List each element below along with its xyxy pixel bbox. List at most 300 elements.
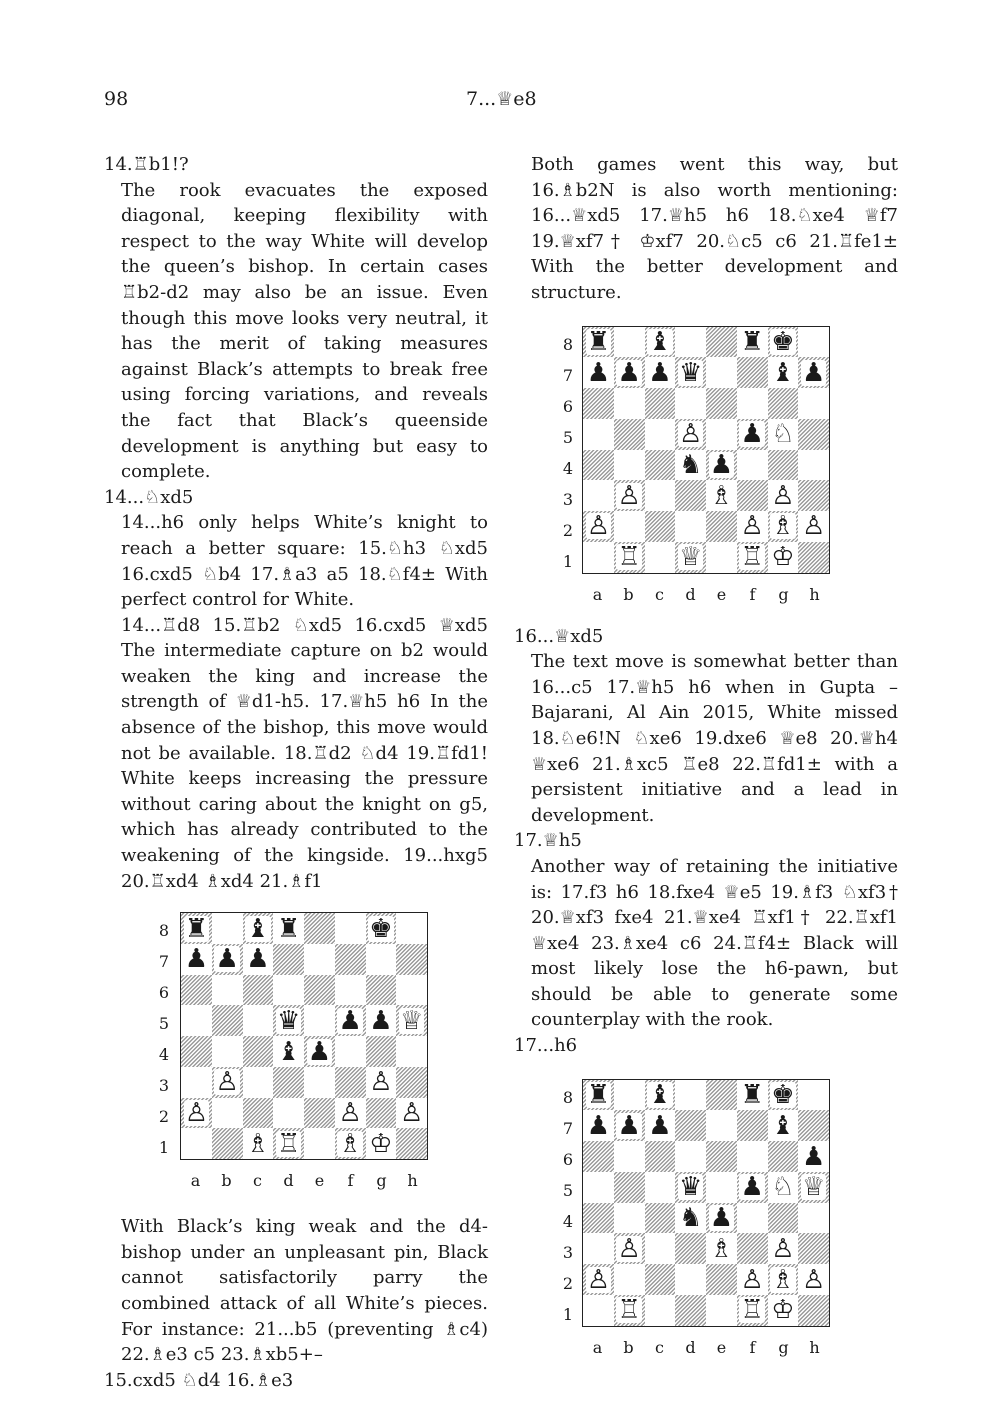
right-column xyxy=(514,152,898,1369)
black-knight-icon: ♞ xyxy=(678,1203,703,1234)
commentary-paragraph: Another way of retaining the initiative is: 17.f3 h6 18.fxe4 ♕e5 19.♗f3 ♘xf3† 20.♕xf3 fxe4 21.♕xe4 ♖xf1† 22.♖xf1 ♕xe4 23.♗xe4 c6 24.♖f4± Black will most likely lose the h6-pawn, but should be able to generate some counterplay with the rook. xyxy=(531,855,898,1031)
black-bishop-icon: ♝ xyxy=(648,1080,672,1111)
board-square xyxy=(304,1005,335,1036)
board-square xyxy=(798,1264,829,1295)
board-square xyxy=(304,1036,335,1067)
board-square xyxy=(645,1233,676,1264)
board-square xyxy=(304,975,335,1006)
rank-label: 1 xyxy=(562,551,574,571)
board-square xyxy=(583,1203,614,1234)
white-king-icon: ♔ xyxy=(771,1295,795,1326)
white-knight-icon: ♘ xyxy=(771,1172,795,1203)
white-rook-icon: ♖ xyxy=(617,542,641,573)
board-square xyxy=(737,1110,768,1141)
black-pawn-icon: ♟ xyxy=(709,1203,734,1234)
board-square xyxy=(583,357,614,388)
board-square xyxy=(645,388,676,419)
black-bishop-icon: ♝ xyxy=(648,326,672,357)
board-square xyxy=(614,419,645,450)
black-knight-icon: ♞ xyxy=(678,449,703,480)
white-pawn-icon: ♙ xyxy=(215,1067,239,1098)
file-label: c xyxy=(253,1171,262,1191)
board-square xyxy=(396,1128,427,1159)
board-square xyxy=(737,1295,768,1326)
board-square xyxy=(706,1264,737,1295)
board-square xyxy=(181,975,212,1006)
board-square xyxy=(583,1295,614,1326)
board-square xyxy=(181,1128,212,1159)
board-square xyxy=(798,388,829,419)
board-square xyxy=(614,1203,645,1234)
board-square xyxy=(366,1036,397,1067)
black-pawn-icon: ♟ xyxy=(338,1005,362,1036)
board-square xyxy=(645,480,676,511)
board-square xyxy=(645,419,676,450)
file-label: e xyxy=(716,584,727,604)
board-square xyxy=(706,1172,737,1203)
board-square xyxy=(583,1080,614,1111)
board-square xyxy=(798,327,829,358)
board-square xyxy=(614,1110,645,1141)
black-queen-icon: ♛ xyxy=(678,357,703,388)
file-label: h xyxy=(407,1171,418,1191)
board-square xyxy=(706,1141,737,1172)
board-square xyxy=(614,542,645,573)
white-pawn-icon: ♙ xyxy=(399,1098,424,1129)
board-square xyxy=(706,1233,737,1264)
board-square xyxy=(273,1036,304,1067)
board-square xyxy=(366,1067,397,1098)
board-square xyxy=(212,913,243,944)
board-square xyxy=(706,419,737,450)
board-square xyxy=(335,913,366,944)
board-square xyxy=(798,1080,829,1111)
rank-label: 6 xyxy=(562,1149,574,1169)
board-square xyxy=(583,1233,614,1264)
black-pawn-icon: ♟ xyxy=(801,357,826,388)
board-square xyxy=(645,1172,676,1203)
white-bishop-icon: ♗ xyxy=(709,480,734,511)
board-square xyxy=(737,1264,768,1295)
white-pawn-icon: ♙ xyxy=(678,419,703,450)
rank-label: 4 xyxy=(562,458,574,478)
board-square xyxy=(798,1203,829,1234)
board-square xyxy=(675,1203,706,1234)
board-square xyxy=(243,1128,274,1159)
board-square xyxy=(675,1264,706,1295)
board-square xyxy=(706,450,737,481)
board-square xyxy=(737,1141,768,1172)
white-bishop-icon: ♗ xyxy=(709,1233,734,1264)
white-pawn-icon: ♙ xyxy=(184,1098,209,1129)
board-square xyxy=(212,1005,243,1036)
rank-label: 6 xyxy=(158,983,170,1003)
file-labels xyxy=(582,1335,830,1357)
board-square xyxy=(737,419,768,450)
board-square xyxy=(243,944,274,975)
file-label: e xyxy=(314,1171,325,1191)
file-label: a xyxy=(592,1337,603,1357)
board-square xyxy=(366,1098,397,1129)
board-square xyxy=(737,480,768,511)
white-queen-icon: ♕ xyxy=(399,1005,424,1036)
board-square xyxy=(706,1203,737,1234)
file-label: h xyxy=(809,584,820,604)
board-square xyxy=(614,1080,645,1111)
file-label: d xyxy=(685,584,696,604)
board-square xyxy=(768,1172,799,1203)
board-square xyxy=(614,388,645,419)
white-queen-icon: ♕ xyxy=(678,542,703,573)
board-square xyxy=(396,944,427,975)
board-square xyxy=(181,1036,212,1067)
board-square xyxy=(675,450,706,481)
board-square xyxy=(798,1141,829,1172)
board-square xyxy=(768,1080,799,1111)
board-square xyxy=(212,1067,243,1098)
board-square xyxy=(645,1141,676,1172)
board-square xyxy=(583,419,614,450)
file-label: c xyxy=(655,1337,664,1357)
board-square xyxy=(768,1264,799,1295)
board-square xyxy=(181,1098,212,1129)
board-square xyxy=(675,357,706,388)
rank-label: 2 xyxy=(562,520,574,540)
board-square xyxy=(212,1128,243,1159)
board-square xyxy=(737,388,768,419)
white-bishop-icon: ♗ xyxy=(771,1264,795,1295)
board-square xyxy=(675,419,706,450)
white-bishop-icon: ♗ xyxy=(771,511,795,542)
board-square xyxy=(181,1067,212,1098)
white-rook-icon: ♖ xyxy=(617,1295,641,1326)
board-square xyxy=(706,357,737,388)
board-square xyxy=(675,1233,706,1264)
board-square xyxy=(798,1172,829,1203)
board-square xyxy=(335,975,366,1006)
commentary-paragraph: 14...h6 only helps White’s knight to reach a better square: 15.♘h3 ♘xd5 16.cxd5 ♘b4 17.♗a3 a5 18.♘f4± With perfect control for White. xyxy=(121,512,488,611)
board-square xyxy=(706,511,737,542)
board-square xyxy=(675,1080,706,1111)
board-square xyxy=(675,388,706,419)
board-square xyxy=(335,1128,366,1159)
board-square xyxy=(798,1295,829,1326)
board-square xyxy=(243,1005,274,1036)
board-square xyxy=(675,1110,706,1141)
board-square xyxy=(396,1036,427,1067)
board-square xyxy=(304,1128,335,1159)
board-square xyxy=(583,1172,614,1203)
board-square xyxy=(706,388,737,419)
board-square xyxy=(614,450,645,481)
board-square xyxy=(614,1141,645,1172)
board-square xyxy=(706,480,737,511)
white-pawn-icon: ♙ xyxy=(771,1233,795,1264)
board-square xyxy=(737,1233,768,1264)
board-square xyxy=(304,1067,335,1098)
black-rook-icon: ♜ xyxy=(276,913,301,944)
board-square xyxy=(366,975,397,1006)
board-square xyxy=(645,327,676,358)
board-square xyxy=(273,975,304,1006)
chess-board xyxy=(180,912,428,1160)
board-square xyxy=(798,1233,829,1264)
black-queen-icon: ♛ xyxy=(678,1172,703,1203)
rank-label: 8 xyxy=(158,921,170,941)
rank-label: 1 xyxy=(562,1304,574,1324)
move-line: 15.cxd5 ♘d4 16.♗e3 xyxy=(104,1369,294,1391)
rank-label: 2 xyxy=(562,1273,574,1293)
board-square xyxy=(396,1067,427,1098)
commentary-paragraph: The text move is somewhat better than 16...c5 17.♕h5 h6 when in Gupta – Bajarani, Al Ain 2015, White missed 18.♘e6!N ♘xe6 19.dxe6 ♕e8 20.♕h4 ♕xe6 21.♗xc5 ♖e8 22.♖fd1± with a persistent initiative and a lead in development. xyxy=(531,651,898,826)
board-square xyxy=(614,1172,645,1203)
black-king-icon: ♚ xyxy=(771,326,795,357)
black-bishop-icon: ♝ xyxy=(771,1110,795,1141)
white-pawn-icon: ♙ xyxy=(771,480,795,511)
white-pawn-icon: ♙ xyxy=(369,1067,393,1098)
board-square xyxy=(768,388,799,419)
board-square xyxy=(583,1141,614,1172)
board-square xyxy=(645,357,676,388)
board-square xyxy=(366,944,397,975)
board-square xyxy=(706,542,737,573)
board-square xyxy=(798,511,829,542)
board-square xyxy=(366,1128,397,1159)
board-square xyxy=(768,419,799,450)
file-label: d xyxy=(685,1337,696,1357)
black-pawn-icon: ♟ xyxy=(740,1172,764,1203)
black-king-icon: ♚ xyxy=(771,1080,795,1111)
black-pawn-icon: ♟ xyxy=(215,944,239,975)
board-square xyxy=(768,1141,799,1172)
board-square xyxy=(675,327,706,358)
board-square xyxy=(768,450,799,481)
board-square xyxy=(304,913,335,944)
left-column xyxy=(104,152,488,1393)
file-label: b xyxy=(623,1337,634,1357)
board-square xyxy=(614,1233,645,1264)
board-square xyxy=(798,542,829,573)
file-labels xyxy=(180,1168,428,1191)
commentary-paragraph: The rook evacuates the exposed diagonal, keeping flexibility with respect to the way White will develop the queen’s bishop. In certain cases ♖b2-d2 may also be an issue. Even though this move looks very neutral, it has the merit of taking measures against Black’s attempts to break free using forcing variations, and reveals the fact that Black’s queenside development is anything but easy to complete. xyxy=(121,179,488,483)
white-pawn-icon: ♙ xyxy=(617,1233,641,1264)
board-square xyxy=(273,1067,304,1098)
board-square xyxy=(798,1110,829,1141)
black-king-icon: ♚ xyxy=(369,913,393,944)
chess-board xyxy=(582,326,830,574)
board-square xyxy=(181,913,212,944)
board-square xyxy=(243,1067,274,1098)
file-label: f xyxy=(749,1337,756,1357)
white-pawn-icon: ♙ xyxy=(617,480,641,511)
white-pawn-icon: ♙ xyxy=(338,1098,362,1129)
black-pawn-icon: ♟ xyxy=(617,357,641,388)
black-pawn-icon: ♟ xyxy=(617,1110,641,1141)
board-square xyxy=(243,1098,274,1129)
file-label: a xyxy=(190,1171,201,1191)
rank-label: 3 xyxy=(562,1242,574,1262)
rank-label: 8 xyxy=(562,334,574,354)
white-pawn-icon: ♙ xyxy=(801,511,826,542)
board-square xyxy=(737,1172,768,1203)
board-square xyxy=(273,1128,304,1159)
board-square xyxy=(243,1036,274,1067)
commentary-paragraph: With Black’s king weak and the d4-bishop under an unpleasant pin, Black cannot satisfactorily parry the combined attack of all White’s pieces. For instance: 21...b5 (preventing ♗c4) 22.♗e3 c5 23.♗xb5+– xyxy=(121,1216,488,1366)
board-square xyxy=(614,357,645,388)
black-bishop-icon: ♝ xyxy=(246,913,270,944)
black-pawn-icon: ♟ xyxy=(586,1110,611,1141)
move-line: 17...h6 xyxy=(514,1035,578,1057)
board-square xyxy=(675,1172,706,1203)
board-square xyxy=(583,450,614,481)
board-square xyxy=(366,1005,397,1036)
black-pawn-icon: ♟ xyxy=(648,357,672,388)
black-rook-icon: ♜ xyxy=(184,913,209,944)
board-square xyxy=(583,511,614,542)
file-label: b xyxy=(623,584,634,604)
board-square xyxy=(583,388,614,419)
board-square xyxy=(737,1080,768,1111)
white-pawn-icon: ♙ xyxy=(740,511,764,542)
board-square xyxy=(768,1233,799,1264)
board-square xyxy=(614,327,645,358)
board-square xyxy=(614,1264,645,1295)
white-queen-icon: ♕ xyxy=(801,1172,826,1203)
board-square xyxy=(768,1203,799,1234)
board-square xyxy=(212,1036,243,1067)
board-square xyxy=(273,944,304,975)
rank-label: 4 xyxy=(562,1211,574,1231)
black-rook-icon: ♜ xyxy=(740,326,764,357)
board-square xyxy=(706,1080,737,1111)
board-square xyxy=(335,1005,366,1036)
rank-label: 5 xyxy=(158,1014,170,1034)
board-square xyxy=(273,913,304,944)
file-label: f xyxy=(347,1171,354,1191)
board-square xyxy=(645,542,676,573)
rank-label: 1 xyxy=(158,1138,170,1158)
black-rook-icon: ♜ xyxy=(586,1080,611,1111)
board-square xyxy=(304,944,335,975)
board-square xyxy=(737,1203,768,1234)
black-pawn-icon: ♟ xyxy=(246,944,270,975)
white-pawn-icon: ♙ xyxy=(586,1264,611,1295)
chess-diagram xyxy=(104,894,488,1214)
board-square xyxy=(798,357,829,388)
file-label: c xyxy=(655,584,664,604)
white-knight-icon: ♘ xyxy=(771,419,795,450)
page-number: 98 xyxy=(104,88,129,110)
white-pawn-icon: ♙ xyxy=(740,1264,764,1295)
board-square xyxy=(798,480,829,511)
board-square xyxy=(645,511,676,542)
board-square xyxy=(304,1098,335,1129)
move-line: 14.♖b1!? xyxy=(104,154,189,175)
board-square xyxy=(768,511,799,542)
running-title: 7...♕e8 xyxy=(466,88,537,110)
board-square xyxy=(706,327,737,358)
board-square xyxy=(737,327,768,358)
chess-board xyxy=(582,1079,830,1327)
board-square xyxy=(614,480,645,511)
black-rook-icon: ♜ xyxy=(740,1080,764,1111)
rank-label: 5 xyxy=(562,427,574,447)
board-square xyxy=(737,357,768,388)
board-square xyxy=(737,450,768,481)
board-square xyxy=(243,975,274,1006)
rank-label: 3 xyxy=(562,489,574,509)
board-square xyxy=(737,511,768,542)
board-square xyxy=(675,542,706,573)
board-square xyxy=(675,480,706,511)
board-square xyxy=(798,450,829,481)
board-square xyxy=(335,1067,366,1098)
rank-label: 6 xyxy=(562,396,574,416)
white-bishop-icon: ♗ xyxy=(246,1128,270,1159)
black-bishop-icon: ♝ xyxy=(771,357,795,388)
board-square xyxy=(583,1264,614,1295)
board-square xyxy=(366,913,397,944)
board-square xyxy=(645,1264,676,1295)
white-rook-icon: ♖ xyxy=(740,542,764,573)
board-square xyxy=(583,480,614,511)
white-pawn-icon: ♙ xyxy=(801,1264,826,1295)
black-pawn-icon: ♟ xyxy=(307,1036,332,1067)
board-square xyxy=(737,542,768,573)
white-rook-icon: ♖ xyxy=(276,1128,301,1159)
board-square xyxy=(645,450,676,481)
board-square xyxy=(706,1110,737,1141)
board-square xyxy=(583,327,614,358)
board-square xyxy=(768,1295,799,1326)
board-square xyxy=(614,511,645,542)
black-queen-icon: ♛ xyxy=(276,1005,301,1036)
board-square xyxy=(335,944,366,975)
rank-label: 3 xyxy=(158,1076,170,1096)
board-square xyxy=(798,419,829,450)
black-pawn-icon: ♟ xyxy=(586,357,611,388)
board-square xyxy=(645,1295,676,1326)
file-label: g xyxy=(778,1337,789,1357)
black-rook-icon: ♜ xyxy=(586,326,611,357)
file-label: b xyxy=(221,1171,232,1191)
rank-label: 7 xyxy=(158,952,170,972)
rank-label: 8 xyxy=(562,1087,574,1107)
board-square xyxy=(583,542,614,573)
rank-label: 2 xyxy=(158,1107,170,1127)
black-pawn-icon: ♟ xyxy=(709,449,734,480)
black-bishop-icon: ♝ xyxy=(276,1036,301,1067)
file-label: f xyxy=(749,584,756,604)
board-square xyxy=(335,1036,366,1067)
board-square xyxy=(768,480,799,511)
chess-diagram xyxy=(514,1059,898,1369)
white-bishop-icon: ♗ xyxy=(338,1128,362,1159)
board-square xyxy=(335,1098,366,1129)
file-label: e xyxy=(716,1337,727,1357)
file-label: a xyxy=(592,584,603,604)
board-square xyxy=(675,1295,706,1326)
white-king-icon: ♔ xyxy=(771,542,795,573)
file-label: h xyxy=(809,1337,820,1357)
board-square xyxy=(675,1141,706,1172)
black-pawn-icon: ♟ xyxy=(648,1110,672,1141)
board-square xyxy=(396,1098,427,1129)
rank-label: 7 xyxy=(562,365,574,385)
black-pawn-icon: ♟ xyxy=(184,944,209,975)
commentary-paragraph: 14...♖d8 15.♖b2 ♘xd5 16.cxd5 ♕xd5 The intermediate capture on b2 would weaken the king and increase the strength of ♕d1-h5. 17.♕h5 h6 In the absence of the bishop, this move would not be available. 18.♖d2 ♘d4 19.♖fd1! White keeps increasing the pressure without caring about the knight on g5, which has already contributed to the weakening of the kingside. 19...hxg5 20.♖xd4 ♗xd4 21.♗f1 xyxy=(121,614,488,892)
rank-label: 5 xyxy=(562,1180,574,1200)
